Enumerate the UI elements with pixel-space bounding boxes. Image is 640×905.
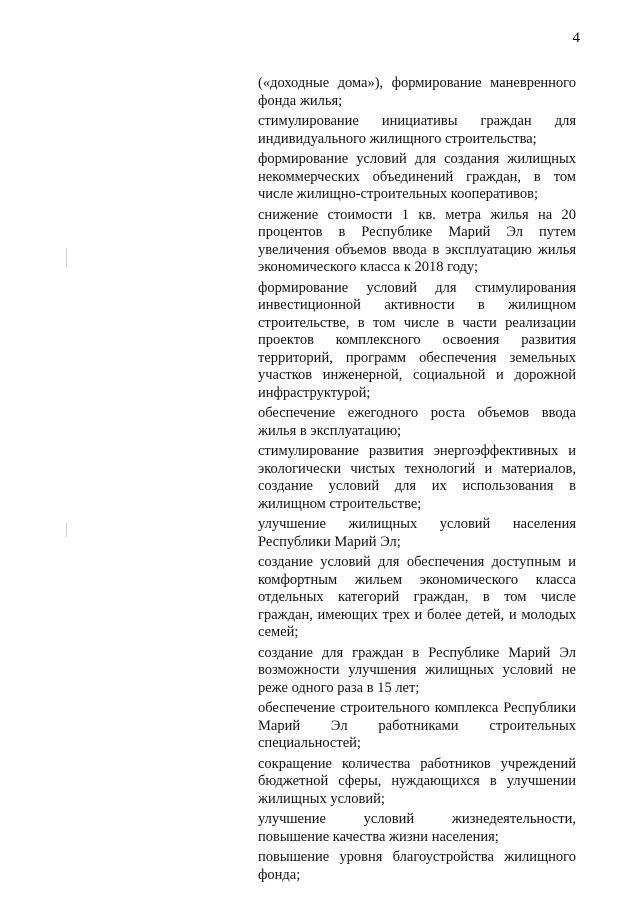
list-item: обеспечение строительного комплекса Республики Марий Эл работниками строительных специальностей; bbox=[258, 700, 576, 751]
list-item: стимулирование инициативы граждан для индивидуального жилищного строительства; bbox=[258, 113, 576, 147]
list-item: улучшение условий жизнедеятельности, повышение качества жизни населения; bbox=[258, 811, 576, 845]
list-item: формирование условий для стимулирования инвестиционной активности в жилищном строительстве, в том числе в части реализации проектов комплексного освоения развития территорий, программ обеспечения земельных участков инженерной, социальной и дорожной инфраструктурой; bbox=[258, 279, 576, 401]
list-item: создание условий для обеспечения доступным и комфортным жильем экономического класса отдельных категорий граждан, в том числе граждан, имеющих трех и более детей, и молодых семей; bbox=[258, 554, 576, 640]
margin-mark bbox=[66, 248, 67, 268]
list-item: сокращение количества работников учреждений бюджетной сферы, нуждающихся в улучшении жилищных условий; bbox=[258, 755, 576, 807]
page-number: 4 bbox=[572, 30, 580, 46]
list-item: обеспечение ежегодного роста объемов ввода жилья в эксплуатацию; bbox=[258, 405, 576, 439]
list-item: стимулирование развития энергоэффективных и экологически чистых технологий и материалов, создание условий для их использования в жилищном строительстве; bbox=[258, 443, 576, 512]
list-item: улучшение жилищных условий населения Республики Марий Эл; bbox=[258, 516, 576, 550]
margin-mark bbox=[66, 523, 67, 537]
list-item: создание для граждан в Республике Марий Эл возможности улучшения жилищных условий не реже одного раза в 15 лет; bbox=[258, 644, 576, 696]
list-item: («доходные дома»), формирование маневренного фонда жилья; bbox=[258, 75, 576, 109]
document-body bbox=[258, 75, 576, 887]
list-item: снижение стоимости 1 кв. метра жилья на 20 процентов в Республике Марий Эл путем увеличения объемов ввода в эксплуатацию жилья экономического класса к 2018 году; bbox=[258, 206, 576, 275]
list-item: формирование условий для создания жилищных некоммерческих объединений граждан, в том числе жилищно-строительных кооперативов; bbox=[258, 151, 576, 202]
list-item: повышение уровня благоустройства жилищного фонда; bbox=[258, 849, 576, 883]
